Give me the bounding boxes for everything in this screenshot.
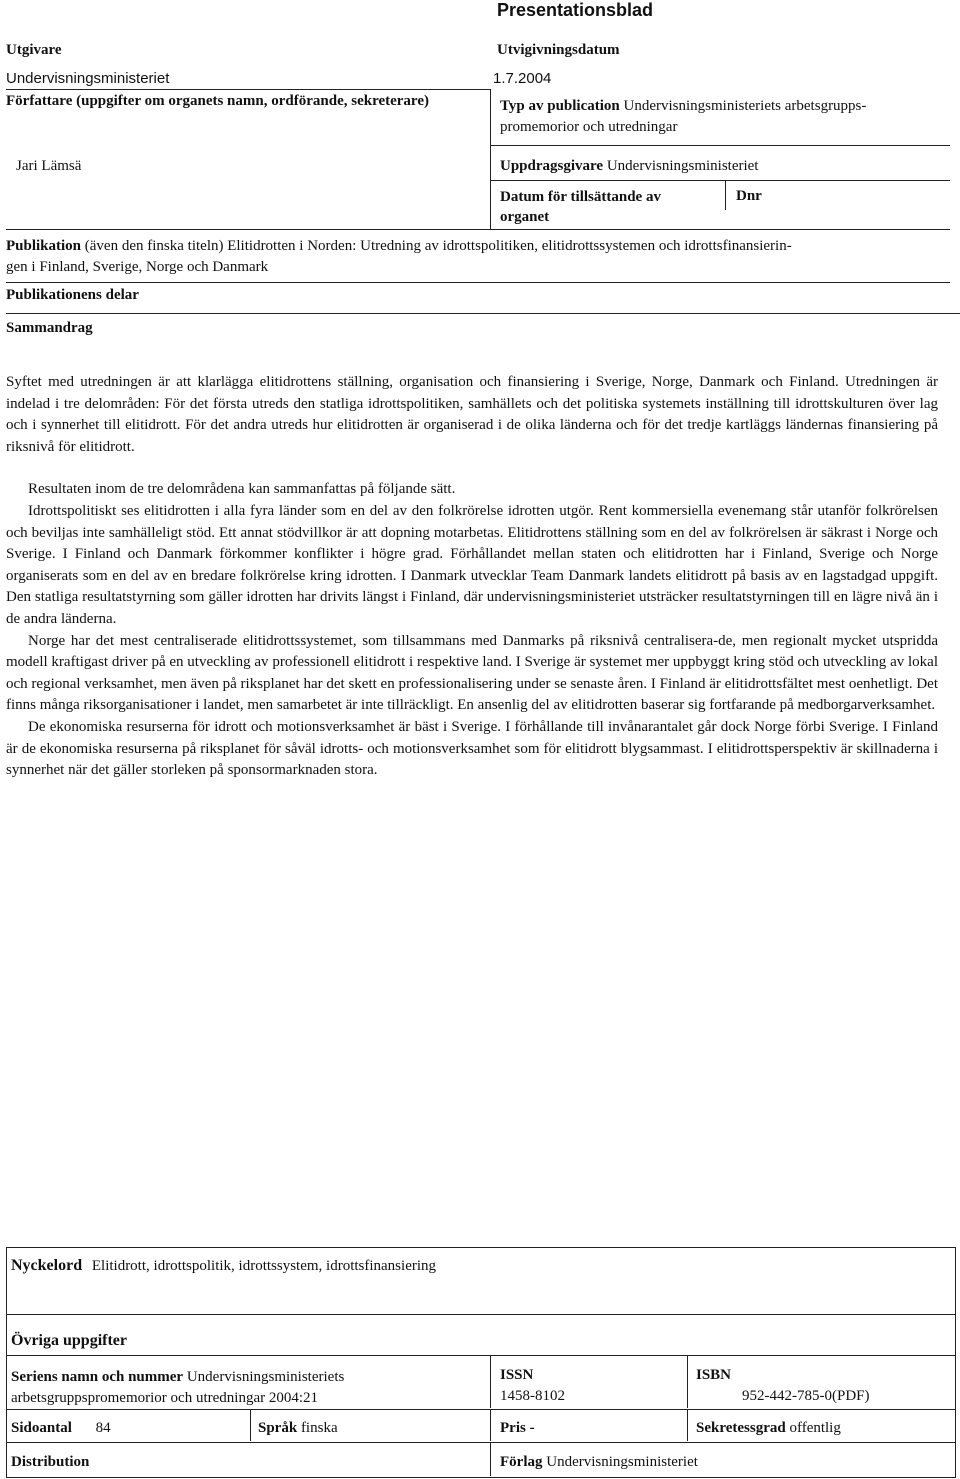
datum-tillsattande-label [500, 187, 661, 227]
sekretess-value: offentlig [789, 1420, 841, 1436]
divider [6, 313, 960, 314]
column-divider [490, 1409, 491, 1441]
nyckelord-value: Elitidrott, idrottspolitik, idrottssystem, idrottsfinansiering [91, 1258, 437, 1274]
ovriga-box [6, 1314, 956, 1356]
sekretess-label: Sekretessgrad [696, 1420, 786, 1436]
sammandrag-label: Sammandrag [6, 320, 93, 336]
ovriga-label: Övriga uppgifter [11, 1332, 127, 1349]
divider [490, 180, 950, 181]
nyckelord-field [11, 1257, 436, 1275]
datum-tillsattande-line1: Datum för tillsättande av [500, 189, 661, 205]
distribution-label: Distribution [11, 1454, 90, 1470]
column-divider [490, 89, 491, 229]
forlag-field [500, 1454, 698, 1471]
nyckelord-label: Nyckelord [11, 1257, 83, 1274]
publikation-value-2: gen i Finland, Sverige, Norge och Danmark [6, 259, 269, 275]
summary-paragraph: Resultaten inom de tre delområdena kan sammanfattas på följande sätt. [28, 481, 456, 498]
sprak-field [258, 1420, 338, 1437]
summary-paragraph: De ekonomiska resurserna för idrott och motionsverksamhet är bäst i Sverige. I förhållande till invånarantalet går dock Norge förbi Sverige. I Finland är de ekonomiska resurserna på riksplanet för såväl idrotts- och motionsverksamhet som för elitidrott blygsammast. I elitidrottsperspektiv är skillnaderna i synnerhet när det gäller storleken på sponsormarknaden stora. [6, 718, 938, 779]
isbn-value: 952-442-785-0(PDF) [742, 1388, 870, 1404]
sidoantal-field [11, 1420, 111, 1437]
issn-value: 1458-8102 [500, 1388, 565, 1404]
typ-value-2: promemorior och utredningar [500, 119, 678, 135]
forlag-label: Förlag [500, 1454, 543, 1470]
datum-label: Utvigivningsdatum [497, 42, 620, 58]
summary-paragraph: Syftet med utredningen är att klarlägga elitidrottens ställning, organisation och finansiering i Sverige, Norge, Danmark och Finland. Utredningen är indelad i tre delområden: För det första utreds den statliga idrottspolitiken, samhällets och det politiska systemets inställning till idrottskulturen över lag och i synnerhet till elitidrott. För det andra utreds hur elitidrotten är organiserad i de olika länderna och för det tredje kartläggs ländernas finansiering på riksnivå för elitidrott. [6, 374, 938, 455]
uppdragsgivare-label: Uppdragsgivare [500, 158, 604, 174]
sprak-value: finska [300, 1420, 338, 1436]
divider [6, 282, 950, 283]
sidoantal-label: Sidoantal [11, 1420, 72, 1436]
divider [6, 229, 950, 230]
summary-paragraph: Norge har det mest centraliserade elitidrottssystemet, som tillsammans med Danmarks på riksnivå centralisera-de, men regionalt mycket utspridda modell kraftigast driver på en utveckling av professionell elitidrott i respektive land. I Sverige är systemet mer uppbyggt kring stöd och utveckling av lokal och regional verksamhet, men även på riksplanet har det skett en professionalisering under se senaste åren. I Finland är elitidrottsfältet mest oenhetligt. Det finns många riksorganisationer i landet, men samarbetet är inte tillräckligt. En ansenlig del av elitidrotten baserar sig fortfarande på medborgarverksamhet. [6, 632, 938, 714]
uppdragsgivare-value: Undervisningsministeriet [606, 158, 759, 174]
forlag-value: Undervisningsministeriet [546, 1454, 698, 1470]
divider [6, 89, 490, 90]
datum-value: 1.7.2004 [493, 70, 552, 87]
column-divider [250, 1409, 251, 1441]
column-divider [490, 1355, 491, 1408]
dnr-label: Dnr [736, 188, 762, 204]
sekretess-field [696, 1420, 841, 1437]
forfattare-value: Jari Lämsä [16, 158, 82, 174]
sprak-label: Språk [258, 1420, 298, 1436]
datum-tillsattande-line2: organet [500, 209, 550, 225]
column-divider [490, 1442, 491, 1476]
typ-label: Typ av publication [500, 98, 620, 114]
page-title: Presentationsblad [497, 0, 654, 20]
column-divider [725, 180, 726, 210]
delar-label: Publikationens delar [6, 287, 139, 303]
column-divider [687, 1355, 688, 1408]
serie-field [11, 1367, 344, 1409]
utgivare-label: Utgivare [6, 42, 62, 58]
typ-field [500, 96, 950, 138]
summary-paragraph: Idrottspolitiskt ses elitidrotten i alla fyra länder som en del av den folkrörelse idrotten utgör. Rent kommersiella evenemang står utanför folkrörelsen och beviljas inte samhälleligt stöd. Ett annat stödvillkor är att dopning motarbetas. Elitidrottens ställning som en del av folkrörelsen är säkrast i Norge och Sverige. I Finland och Danmark förkommer konflikter i högre grad. Förhållandet mellan staten och elitidrotten har i Finland, Sverige och Norge organiserats som en del av en bredare folkrörelse kring idrotten. I Danmark utvecklar Team Danmark landets elitidrott på basis av en lagstadgad uppgift. Den statliga resultatstyrning som gäller idrotten har drivits längst i Finland, där undervisningsministeriet utsträcker resultatstyrningen till en lägre nivå än i de andra länderna. [6, 502, 938, 627]
summary-body [6, 372, 938, 782]
publikation-value: (även den finska titeln) Elitidrotten i Norden: Utredning av idrottspolitiken, elitidrottssystemen och idrottsfinansierin- [84, 238, 792, 254]
forfattare-label: Författare (uppgifter om organets namn, ordförande, sekreterare) [6, 93, 429, 109]
distribution-box [6, 1442, 956, 1478]
utgivare-value: Undervisningsministeriet [6, 70, 170, 87]
serie-value: Undervisningsministeriets [186, 1369, 345, 1385]
serie-value-2: arbetsgruppspromemorior och utredningar 2004:21 [11, 1390, 319, 1406]
typ-value: Undervisningsministeriets arbetsgrupps- [623, 98, 867, 114]
serie-label: Seriens namn och nummer [11, 1369, 184, 1385]
isbn-label: ISBN [696, 1367, 732, 1383]
column-divider [687, 1409, 688, 1441]
publikation-field [6, 236, 946, 278]
pris-label: Pris - [500, 1420, 535, 1436]
issn-label: ISSN [500, 1367, 534, 1383]
sidoantal-value: 84 [95, 1420, 111, 1436]
uppdragsgivare-field [500, 158, 758, 175]
publikation-label: Publikation [6, 238, 82, 254]
divider [490, 145, 950, 146]
